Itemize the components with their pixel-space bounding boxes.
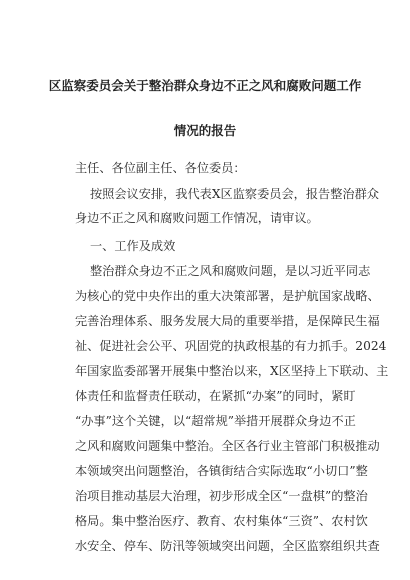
paragraph-2-line-9: 本领域突出问题整治，各镇街结合实际选取“小切口”整	[75, 464, 368, 478]
section-heading-1: 一、工作及成效	[90, 239, 176, 253]
paragraph-2-line-3: 完善治理体系、服务发展大局的重要举措，是保障民生福	[75, 314, 380, 328]
document-title-line-2: 情况的报告	[173, 123, 237, 138]
paragraph-2-line-4: 祉、促进社会公平、巩固党的执政根基的有力抓手。2024	[75, 339, 387, 353]
paragraph-2-line-10: 治项目推动基层大治理，初步形成全区“一盘棋”的整治	[75, 489, 368, 503]
paragraph-2-line-7: “办事”这个关键，以“超常规”举措开展群众身边不正	[75, 414, 356, 428]
paragraph-2-line-8: 之风和腐败问题集中整治。全区各行业主管部门积极推动	[75, 439, 380, 453]
salutation: 主任、各位副主任、各位委员：	[75, 161, 246, 175]
paragraph-2-line-5: 年国家监委部署开展集中整治以来，X区坚持上下联动、主	[75, 364, 389, 378]
paragraph-2-line-1: 整治群众身边不正之风和腐败问题，是以习近平同志	[90, 264, 371, 278]
paragraph-2-line-2: 为核心的党中央作出的重大决策部署，是护航国家战略、	[75, 289, 380, 303]
paragraph-1-line-2: 身边不正之风和腐败问题工作情况，请审议。	[75, 211, 319, 225]
document-title-line-1: 区监察委员会关于整治群众身边不正之风和腐败问题工作	[48, 78, 362, 93]
paragraph-2-line-6: 体责任和监督责任联动，在紧抓“办案”的同时，紧盯	[75, 389, 356, 403]
paragraph-2-line-12: 水安全、停车、防汛等领域突出问题，全区监察组织共查	[75, 539, 380, 553]
paragraph-1-line-1: 按照会议安排，我代表X区监察委员会，报告整治群众	[90, 187, 379, 201]
paragraph-2-line-11: 格局。集中整治医疗、教育、农村集体“三资”、农村饮	[75, 514, 368, 528]
